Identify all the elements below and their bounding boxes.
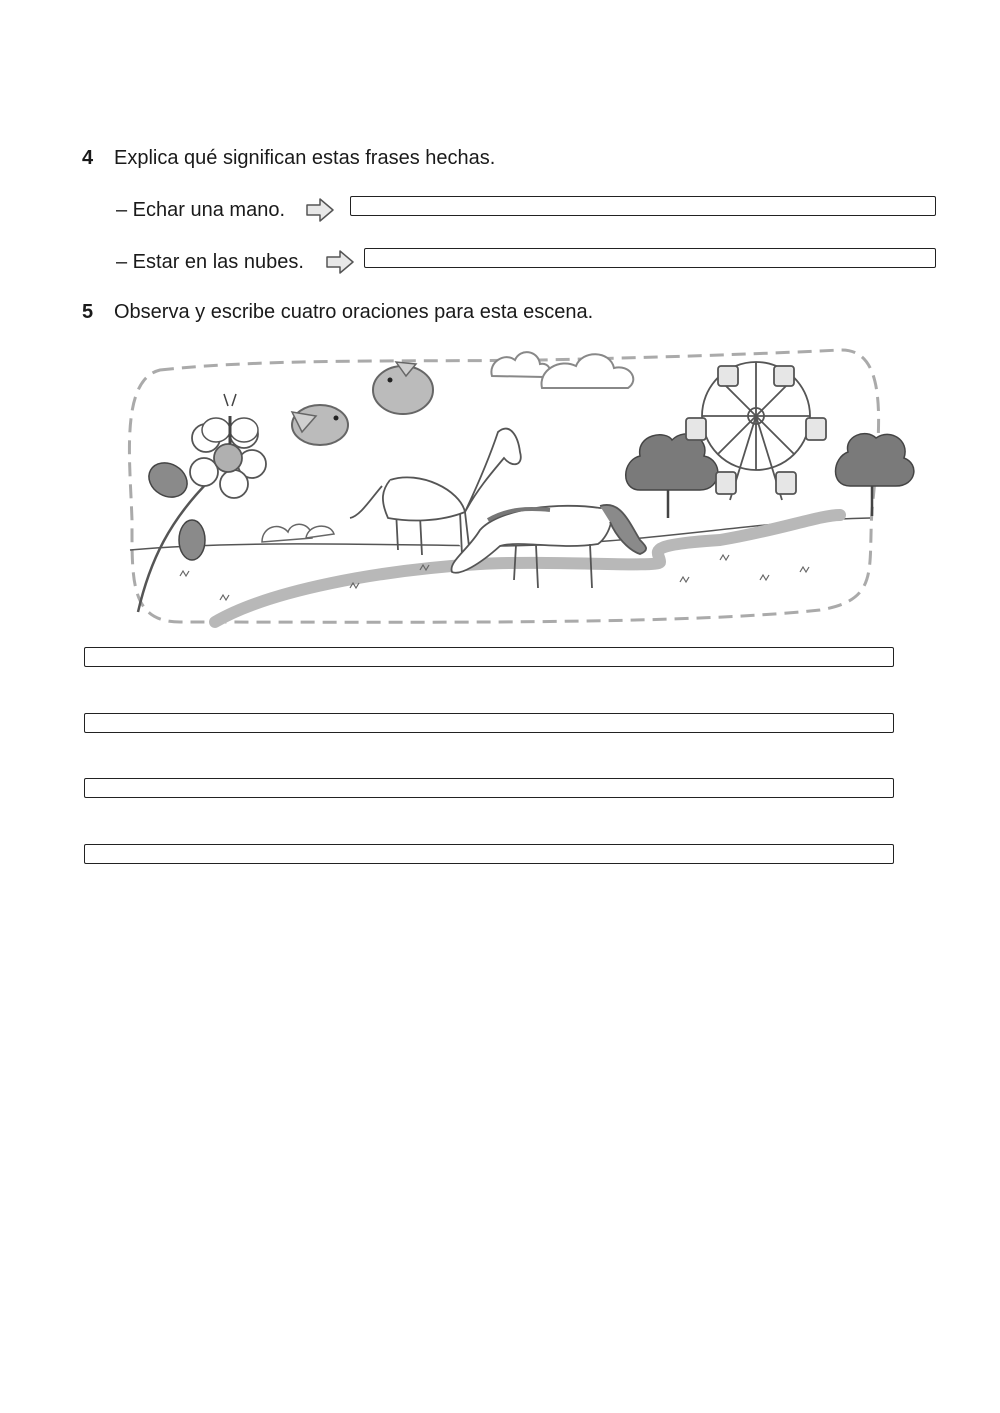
sentence-answer-field-1[interactable] <box>84 647 894 667</box>
sentence-answer-field-2[interactable] <box>84 713 894 733</box>
park-scene-illustration <box>120 340 920 630</box>
bird-icon <box>373 362 433 414</box>
tree-icon <box>836 434 914 516</box>
arrow-right-icon <box>325 249 355 275</box>
arrow-right-icon <box>305 197 335 223</box>
flower-icon <box>138 420 266 612</box>
exercise-5-prompt: Observa y escribe cuatro oraciones para esta escena. <box>114 301 594 323</box>
sentence-answer-field-3[interactable] <box>84 778 894 798</box>
bird-icon <box>292 405 348 445</box>
exercise-5-heading <box>82 300 593 324</box>
idiom-item-1-label: – Echar una mano. <box>116 199 285 221</box>
exercise-4-prompt: Explica qué significan estas frases hechas. <box>114 147 496 169</box>
tree-icon <box>626 434 718 518</box>
idiom-item-2-label: – Estar en las nubes. <box>116 251 304 273</box>
exercise-5-number: 5 <box>82 301 94 323</box>
idiom-answer-field-1[interactable] <box>350 196 936 216</box>
sentence-answer-field-4[interactable] <box>84 844 894 864</box>
exercise-4-number: 4 <box>82 147 94 169</box>
idiom-answer-field-2[interactable] <box>364 248 936 268</box>
horse-grazing-icon <box>451 505 646 588</box>
exercise-4-heading <box>82 146 495 170</box>
butterfly-icon <box>202 394 258 444</box>
